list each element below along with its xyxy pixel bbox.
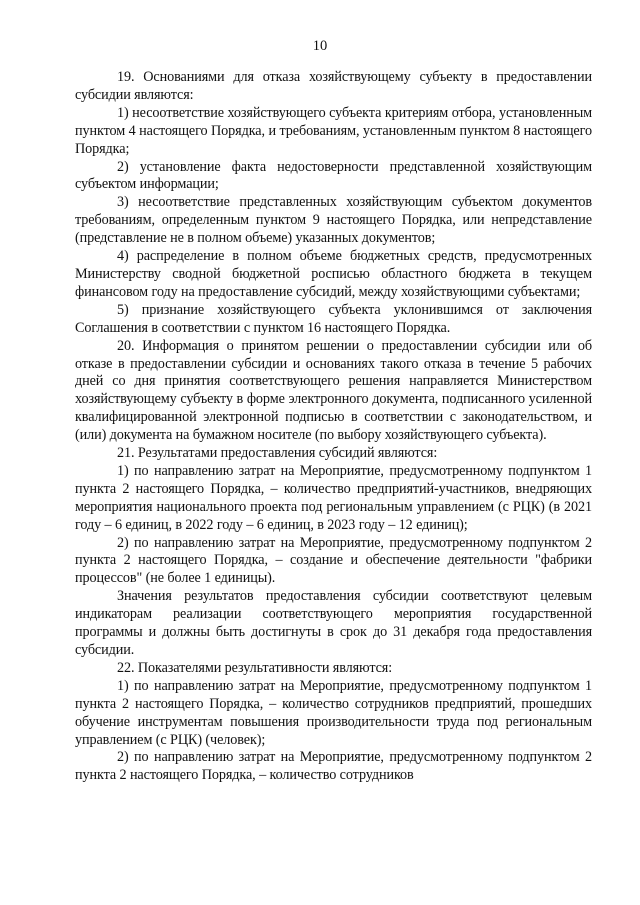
paragraph-19-item-2: 2) установление факта недостоверности представленной хозяйствующим субъектом информации; [75, 158, 592, 193]
paragraph-21-item-1: 1) по направлению затрат на Мероприятие, предусмотренному подпунктом 1 пункта 2 настоящего Порядка, – количество предприятий-участников, внедряющих мероприятия национального проекта под региональным управлением (с РЦК) (в 2021 году – 6 единиц, в 2022 году – 6 единиц, в 2023 году – 12 единиц); [75, 462, 592, 533]
paragraph-22-item-2: 2) по направлению затрат на Мероприятие, предусмотренному подпунктом 2 пункта 2 настоящего Порядка, – количество сотрудников [75, 749, 592, 784]
paragraph-21-values: Значения результатов предоставления субсидии соответствуют целевым индикаторам реализации соответствующего мероприятия государственной программы и должны быть достигнуты в срок до 31 декабря года предоставления субсидии. [75, 588, 592, 658]
paragraph-20: 20. Информация о принятом решении о предоставлении субсидии или об отказе в предоставлении субсидии и основаниях такого отказа в течение 5 рабочих дней со дня принятия соответствующего решения направляется Министерством хозяйствующему субъекту в форме электронного документа, подписанного усиленной квалифицированной электронной подписью в соответствии с законодательством, и (или) документа на бумажном носителе (по выбору хозяйствующего субъекта). [75, 337, 592, 444]
paragraph-19-item-3: 3) несоответствие представленных хозяйствующим субъектом документов требованиям, определенным пунктом 9 настоящего Порядка, или непредставление (представление не в полном объеме) указанных документов; [75, 194, 592, 247]
paragraph-21: 21. Результатами предоставления субсидий являются: [117, 445, 438, 462]
paragraph-19-item-5: 5) признание хозяйствующего субъекта уклонившимся от заключения Соглашения в соответствии с пунктом 16 настоящего Порядка. [75, 301, 592, 336]
paragraph-19-item-4: 4) распределение в полном объеме бюджетных средств, предусмотренных Министерству сводной бюджетной росписью областного бюджета в текущем финансовом году на предоставление субсидий, между хозяйствующими субъектами; [75, 248, 592, 300]
paragraph-19: 19. Основаниями для отказа хозяйствующему субъекту в предоставлении субсидии являются: [75, 69, 592, 103]
paragraph-22-item-1: 1) по направлению затрат на Мероприятие, предусмотренному подпунктом 1 пункта 2 настоящего Порядка, – количество сотрудников предприятий, прошедших обучение инструментам повышения производительности труда под региональным управлением (с РЦК) (человек); [75, 677, 592, 748]
paragraph-21-item-2: 2) по направлению затрат на Мероприятие, предусмотренному подпунктом 2 пункта 2 настоящего Порядка, – создание и обеспечение деятельности "фабрики процессов" (не более 1 единицы). [75, 534, 592, 587]
paragraph-22: 22. Показателями результативности являются: [117, 659, 393, 676]
paragraph-19-item-1: 1) несоответствие хозяйствующего субъекта критериям отбора, установленным пунктом 4 настоящего Порядка, и требованиям, установленным пунктом 8 настоящего Порядка; [75, 104, 592, 157]
page-number: 10 [312, 38, 328, 54]
document-body [75, 69, 592, 785]
